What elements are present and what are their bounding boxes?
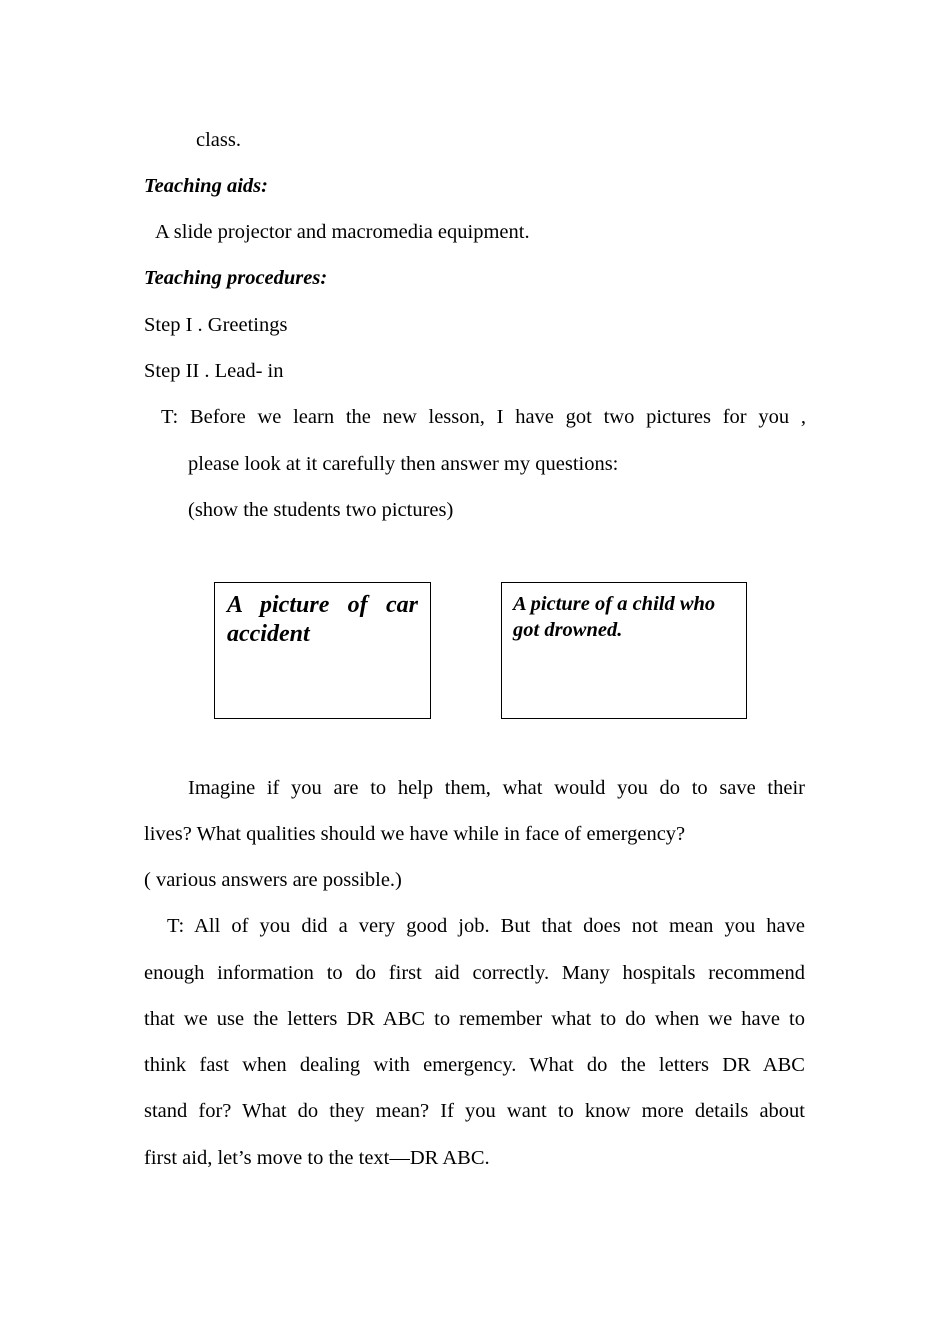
answers-note: ( various answers are possible.): [144, 869, 402, 891]
final-paragraph-line-2: enough information to do first aid correctly. Many hospitals recommend: [144, 962, 805, 984]
teacher-line-1: T: Before we learn the new lesson, I have got two pictures for you ,: [161, 406, 806, 428]
teaching-procedures-heading: Teaching procedures:: [144, 267, 328, 289]
teacher-line-2: please look at it carefully then answer my questions:: [188, 453, 619, 475]
continued-line: class.: [196, 129, 241, 151]
imagine-line-2: lives? What qualities should we have while in face of emergency?: [144, 823, 686, 845]
step-1-greetings: Step I . Greetings: [144, 314, 288, 336]
final-paragraph-line-6: first aid, let’s move to the text—DR ABC.: [144, 1147, 490, 1169]
picture-2-caption: A picture of a child who got drowned.: [513, 593, 716, 641]
step-2-lead-in: Step II . Lead- in: [144, 360, 284, 382]
picture-2-box: [501, 582, 747, 719]
final-paragraph-line-1: T: All of you did a very good job. But that does not mean you have: [167, 915, 805, 937]
final-paragraph-line-4: think fast when dealing with emergency. What do the letters DR ABC: [144, 1054, 805, 1076]
picture-1-box: [214, 582, 431, 719]
teacher-line-3: (show the students two pictures): [188, 499, 454, 521]
final-paragraph-line-3: that we use the letters DR ABC to remember what to do when we have to: [144, 1008, 805, 1030]
teaching-aids-heading: Teaching aids:: [144, 175, 268, 197]
teaching-aids-text: A slide projector and macromedia equipment.: [155, 221, 530, 243]
final-paragraph-line-5: stand for? What do they mean? If you want to know more details about: [144, 1100, 805, 1122]
picture-1-caption: A picture of car accident: [227, 592, 418, 647]
imagine-line-1: Imagine if you are to help them, what would you do to save their: [188, 777, 805, 799]
